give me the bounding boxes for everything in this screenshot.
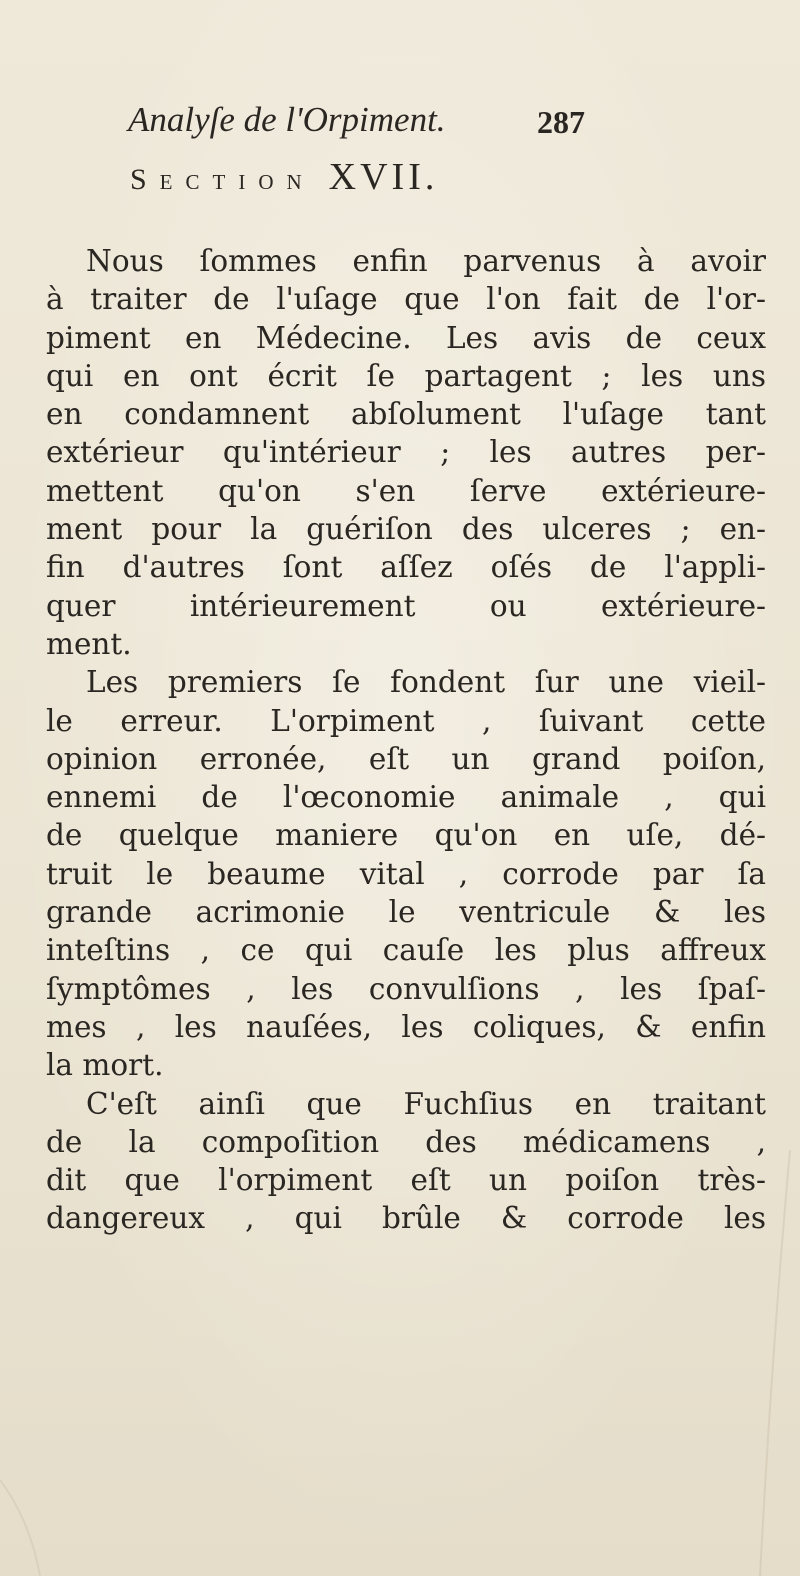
text-line: ment pour la guériſon des ulceres ; en-: [46, 512, 766, 547]
section-heading: [130, 155, 438, 199]
text-line: truit le beaume vital , corrode par ſa: [46, 856, 766, 891]
text-line: mettent qu'on s'en ſerve extérieure-: [46, 473, 766, 508]
text-line: dangereux , qui brûle & corrode les: [46, 1201, 766, 1236]
text-line: mes , les nauſées, les coliques, & enfin: [46, 1009, 766, 1044]
text-line: le erreur. L'orpiment , ſuivant cette: [46, 703, 766, 738]
text-line: grande acrimonie le ventricule & les: [46, 895, 766, 930]
text-line: de la compoſition des médicamens ,: [46, 1124, 766, 1159]
text-line: ennemi de l'œconomie animale , qui: [46, 780, 766, 815]
text-line: quer intérieurement ou extérieure-: [46, 588, 766, 623]
text-line: extérieur qu'intérieur ; les autres per-: [46, 435, 766, 470]
text-line: opinion erronée, eſt un grand poiſon,: [46, 741, 766, 776]
text-line: la mort.: [46, 1048, 164, 1083]
text-line: Les premiers ſe fondent ſur une vieil-: [86, 665, 766, 700]
text-line: à traiter de l'uſage que l'on fait de l'or-: [46, 282, 766, 317]
text-line: ment.: [46, 626, 132, 661]
text-line: dit que l'orpiment eſt un poiſon très-: [46, 1163, 766, 1198]
text-line: piment en Médecine. Les avis de ceux: [46, 320, 766, 355]
text-line: C'eſt ainſi que Fuchſius en traitant: [86, 1086, 766, 1121]
text-line: ſymptômes , les convulſions , les ſpaſ-: [46, 971, 766, 1006]
page-number: 287: [537, 104, 585, 140]
text-line: inteſtins , ce qui cauſe les plus affreux: [46, 933, 766, 968]
running-head: [128, 96, 628, 146]
text-line: qui en ont écrit ſe partagent ; les uns: [46, 358, 766, 393]
section-word: Section: [130, 163, 315, 196]
text-line: Nous ſommes enfin parvenus à avoir: [86, 244, 766, 278]
section-number: XVII.: [328, 156, 439, 198]
text-line: en condamnent abſolument l'uſage tant: [46, 397, 766, 432]
body-text: [46, 242, 766, 1238]
text-line: fin d'autres ſont aſſez oſés de l'appli-: [46, 550, 766, 585]
text-line: de quelque maniere qu'on en uſe, dé-: [46, 818, 766, 853]
running-title: Analyſe de l'Orpiment.: [128, 100, 446, 139]
